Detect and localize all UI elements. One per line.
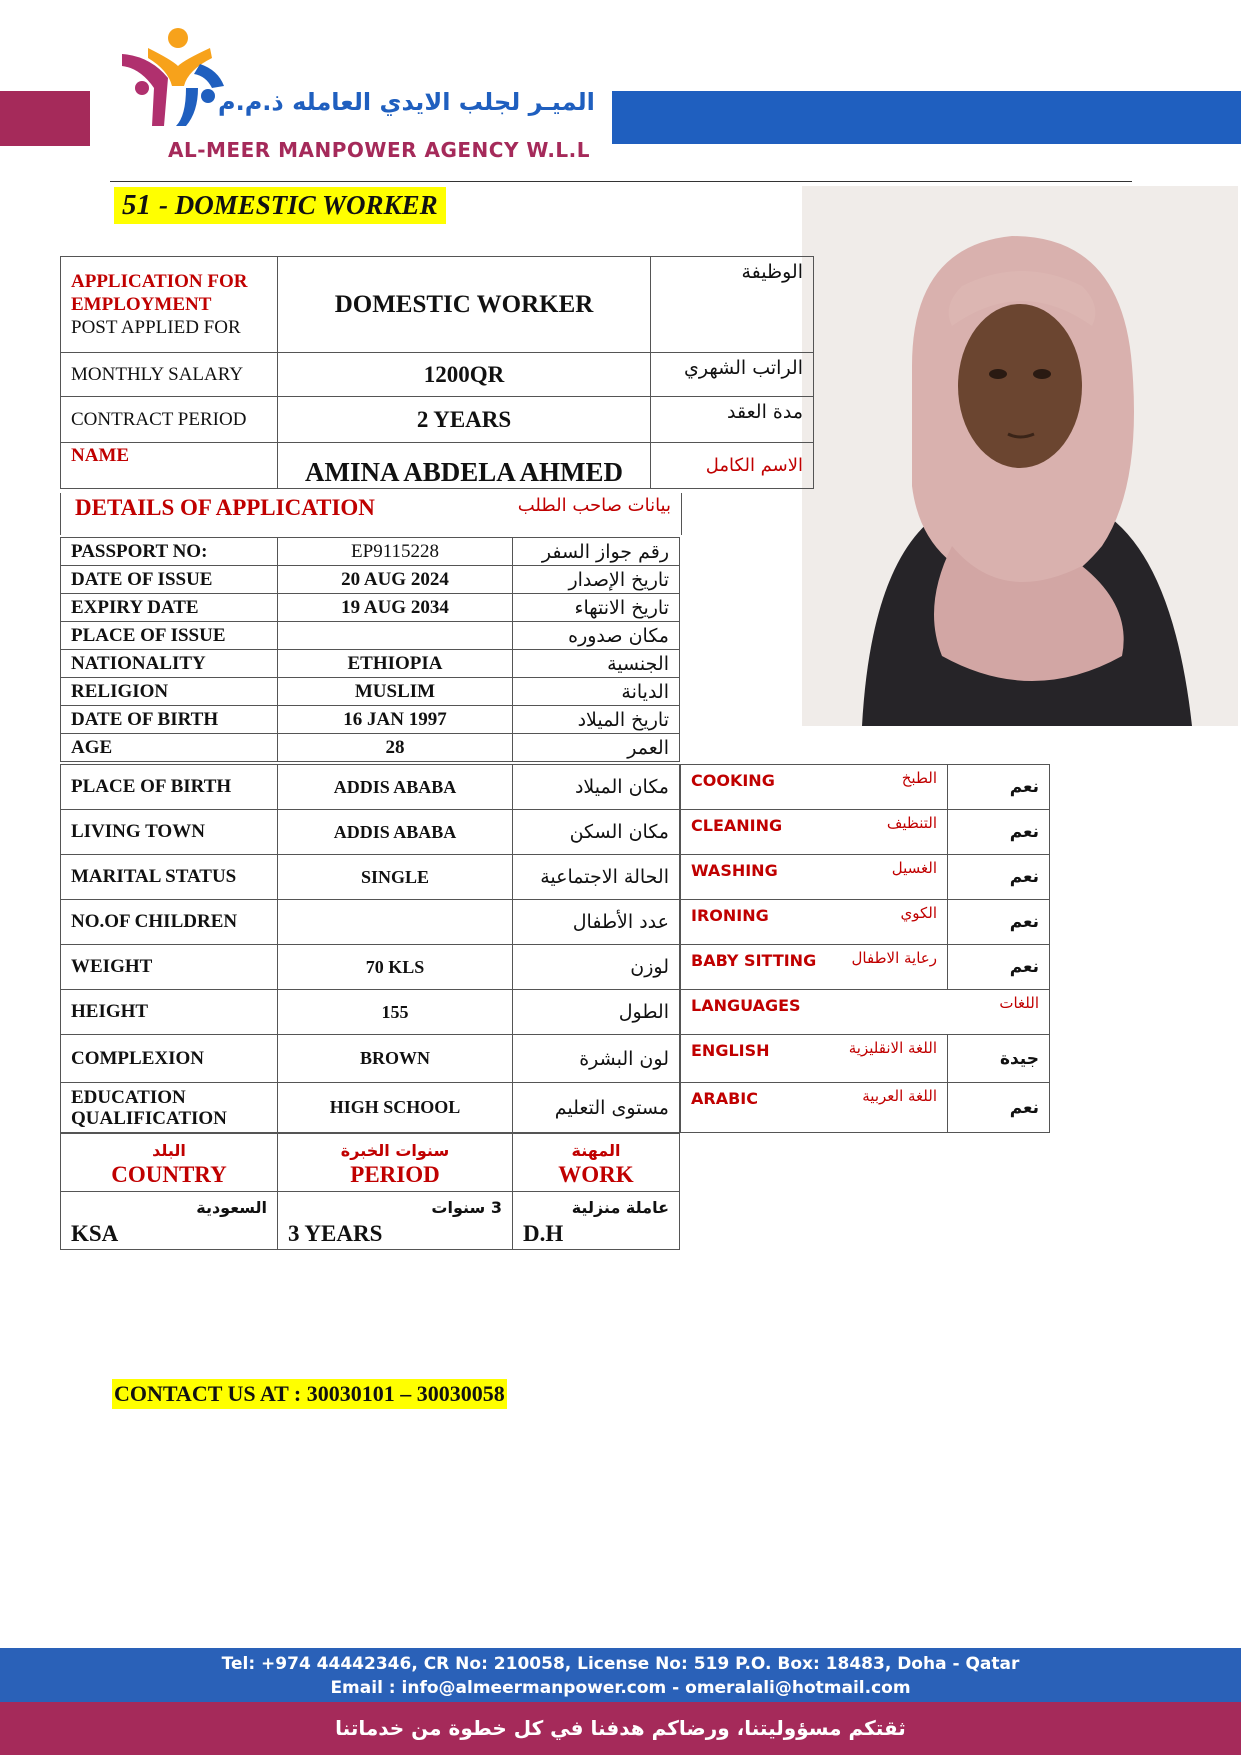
- skills-table: [680, 764, 1050, 1133]
- height-value: 155: [278, 990, 513, 1035]
- exp-country-value: [61, 1192, 278, 1250]
- post-label-cell: [61, 257, 278, 353]
- weight-label: WEIGHT: [61, 945, 278, 990]
- footer-contact-bar: [0, 1648, 1241, 1702]
- dob-ar: تاريخ الميلاد: [513, 706, 680, 734]
- exp-country-en: COUNTRY: [111, 1161, 227, 1187]
- nationality-label: NATIONALITY: [61, 650, 278, 678]
- skill-cooking-en: COOKING: [691, 771, 775, 790]
- place-of-birth-ar: مكان الميلاد: [513, 765, 680, 810]
- exp-work-en: WORK: [558, 1161, 634, 1187]
- religion-ar: الديانة: [513, 678, 680, 706]
- title-number: 51: [122, 189, 151, 221]
- children-label: NO.OF CHILDREN: [61, 900, 278, 945]
- marital-status-ar: الحالة الاجتماعية: [513, 855, 680, 900]
- expiry-date-value: 19 AUG 2034: [278, 594, 513, 622]
- contract-period-value: 2 YEARS: [278, 397, 651, 443]
- exp-work-header: [513, 1134, 680, 1192]
- exp-country-ar: البلد: [152, 1140, 186, 1160]
- children-ar: عدد الأطفال: [513, 900, 680, 945]
- company-name-english: AL-MEER MANPOWER AGENCY W.L.L: [168, 138, 591, 162]
- experience-table: [60, 1133, 680, 1250]
- height-label: HEIGHT: [61, 990, 278, 1035]
- skill-baby-sitting-answer: نعم: [948, 945, 1050, 990]
- name-value: AMINA ABDELA AHMED: [278, 443, 651, 489]
- religion-value: MUSLIM: [278, 678, 513, 706]
- details-heading-en: DETAILS OF APPLICATION: [75, 495, 375, 520]
- monthly-salary-ar: الراتب الشهري: [651, 353, 814, 397]
- application-table: [60, 256, 814, 489]
- living-town-ar: مكان السكن: [513, 810, 680, 855]
- religion-label: RELIGION: [61, 678, 278, 706]
- header-right-bar: [612, 91, 1241, 144]
- skill-washing-ar: الغسيل: [891, 859, 937, 877]
- children-value: [278, 900, 513, 945]
- exp-period-value-ar: 3 سنوات: [431, 1197, 502, 1217]
- expiry-date-label: EXPIRY DATE: [61, 594, 278, 622]
- exp-work-value-en: D.H: [523, 1220, 564, 1246]
- exp-country-header: [61, 1134, 278, 1192]
- page-title: [114, 187, 446, 224]
- skill-baby-sitting-en: BABY SITTING: [691, 951, 817, 970]
- footer-email-line: Email : info@almeermanpower.com - omeralali@hotmail.com: [330, 1678, 911, 1698]
- exp-period-ar: سنوات الخبرة: [340, 1140, 450, 1160]
- contract-period-ar: مدة العقد: [651, 397, 814, 443]
- age-ar: العمر: [513, 734, 680, 762]
- issue-date-label: DATE OF ISSUE: [61, 566, 278, 594]
- place-of-birth-label: PLACE OF BIRTH: [61, 765, 278, 810]
- monthly-salary-value: 1200QR: [278, 353, 651, 397]
- footer-slogan-bar: ثقتكم مسؤوليتنا، ورضاكم هدفنا في كل خطوة من خدماتنا: [0, 1702, 1241, 1755]
- nationality-ar: الجنسية: [513, 650, 680, 678]
- details-heading: [60, 493, 682, 535]
- languages-ar: اللغات: [999, 994, 1039, 1012]
- company-name-arabic: الميـر لجلب الايدي العامله ذ.م.م: [218, 88, 595, 116]
- weight-value: 70 KLS: [278, 945, 513, 990]
- skill-washing: [681, 855, 948, 900]
- skill-baby-sitting-ar: رعاية الاطفال: [851, 949, 937, 967]
- post-applied-label: POST APPLIED FOR: [71, 317, 241, 338]
- exp-period-en: PERIOD: [350, 1161, 440, 1187]
- height-ar: الطول: [513, 990, 680, 1035]
- exp-work-value-ar: عاملة منزلية: [571, 1197, 669, 1217]
- skill-washing-en: WASHING: [691, 861, 778, 880]
- contact-line: CONTACT US AT : 30030101 – 30030058: [112, 1379, 507, 1409]
- skill-ironing-ar: الكوي: [900, 904, 937, 922]
- name-ar: الاسم الكامل: [651, 443, 814, 489]
- applicant-photo-icon: [802, 186, 1238, 726]
- complexion-value: BROWN: [278, 1035, 513, 1083]
- issue-date-ar: تاريخ الإصدار: [513, 566, 680, 594]
- age-label: AGE: [61, 734, 278, 762]
- marital-status-value: SINGLE: [278, 855, 513, 900]
- complexion-ar: لون البشرة: [513, 1035, 680, 1083]
- dob-label: DATE OF BIRTH: [61, 706, 278, 734]
- language-english-en: ENGLISH: [691, 1041, 770, 1060]
- exp-period-value: [278, 1192, 513, 1250]
- place-of-birth-value: ADDIS ABABA: [278, 765, 513, 810]
- living-town-value: ADDIS ABABA: [278, 810, 513, 855]
- skill-cooking: [681, 765, 948, 810]
- complexion-label: COMPLEXION: [61, 1035, 278, 1083]
- language-english-answer: جيدة: [948, 1035, 1050, 1083]
- details-table: [60, 537, 680, 762]
- language-arabic-ar: اللغة العربية: [862, 1087, 937, 1105]
- exp-period-value-en: 3 YEARS: [288, 1220, 383, 1246]
- passport-ar: رقم جواز السفر: [513, 538, 680, 566]
- language-arabic: [681, 1083, 948, 1133]
- skill-ironing: [681, 900, 948, 945]
- skill-cleaning: [681, 810, 948, 855]
- header-divider: [110, 181, 1132, 182]
- skill-washing-answer: نعم: [948, 855, 1050, 900]
- passport-value: EP9115228: [278, 538, 513, 566]
- age-value: 28: [278, 734, 513, 762]
- skill-baby-sitting: [681, 945, 948, 990]
- skill-cooking-ar: الطبخ: [901, 769, 937, 787]
- marital-status-label: MARITAL STATUS: [61, 855, 278, 900]
- expiry-date-ar: تاريخ الانتهاء: [513, 594, 680, 622]
- company-logo-icon: [112, 26, 238, 136]
- exp-country-value-en: KSA: [71, 1220, 119, 1246]
- details-heading-ar: بيانات صاحب الطلب: [517, 495, 671, 516]
- title-text: - DOMESTIC WORKER: [159, 190, 438, 220]
- place-of-issue-label: PLACE OF ISSUE: [61, 622, 278, 650]
- education-ar: مستوى التعليم: [513, 1083, 680, 1133]
- skill-ironing-en: IRONING: [691, 906, 769, 925]
- language-english-ar: اللغة الانقليزية: [848, 1039, 937, 1057]
- exp-country-value-ar: السعودية: [196, 1197, 267, 1217]
- living-town-label: LIVING TOWN: [61, 810, 278, 855]
- skill-cleaning-ar: التنظيف: [886, 814, 937, 832]
- applicant-photo: [802, 186, 1238, 726]
- issue-date-value: 20 AUG 2024: [278, 566, 513, 594]
- education-value: HIGH SCHOOL: [278, 1083, 513, 1133]
- exp-work-ar: المهنة: [571, 1140, 621, 1160]
- details-table-2: [60, 764, 680, 1133]
- skill-cooking-answer: نعم: [948, 765, 1050, 810]
- contract-period-label: CONTRACT PERIOD: [61, 397, 278, 443]
- place-of-issue-value: [278, 622, 513, 650]
- name-label: NAME: [61, 443, 278, 489]
- education-label: EDUCATION QUALIFICATION: [61, 1083, 278, 1133]
- footer-line-1: Tel: +974 44442346, CR No: 210058, License No: 519 P.O. Box: 18483, Doha - Qatar: [221, 1654, 1020, 1674]
- application-for-employment-label: APPLICATION FOR EMPLOYMENT: [71, 271, 248, 315]
- exp-period-header: [278, 1134, 513, 1192]
- language-arabic-answer: نعم: [948, 1083, 1050, 1133]
- skill-cleaning-answer: نعم: [948, 810, 1050, 855]
- weight-ar: لوزن: [513, 945, 680, 990]
- language-english: [681, 1035, 948, 1083]
- language-arabic-en: ARABIC: [691, 1089, 758, 1108]
- post-applied-value: DOMESTIC WORKER: [278, 257, 651, 353]
- languages-en: LANGUAGES: [691, 996, 801, 1015]
- place-of-issue-ar: مكان صدوره: [513, 622, 680, 650]
- skill-cleaning-en: CLEANING: [691, 816, 783, 835]
- header-left-bar: [0, 91, 90, 146]
- skill-ironing-answer: نعم: [948, 900, 1050, 945]
- exp-work-value: [513, 1192, 680, 1250]
- languages-header: [681, 990, 1050, 1035]
- dob-value: 16 JAN 1997: [278, 706, 513, 734]
- passport-label: PASSPORT NO:: [61, 538, 278, 566]
- post-applied-ar: الوظيفة: [651, 257, 814, 353]
- monthly-salary-label: MONTHLY SALARY: [61, 353, 278, 397]
- nationality-value: ETHIOPIA: [278, 650, 513, 678]
